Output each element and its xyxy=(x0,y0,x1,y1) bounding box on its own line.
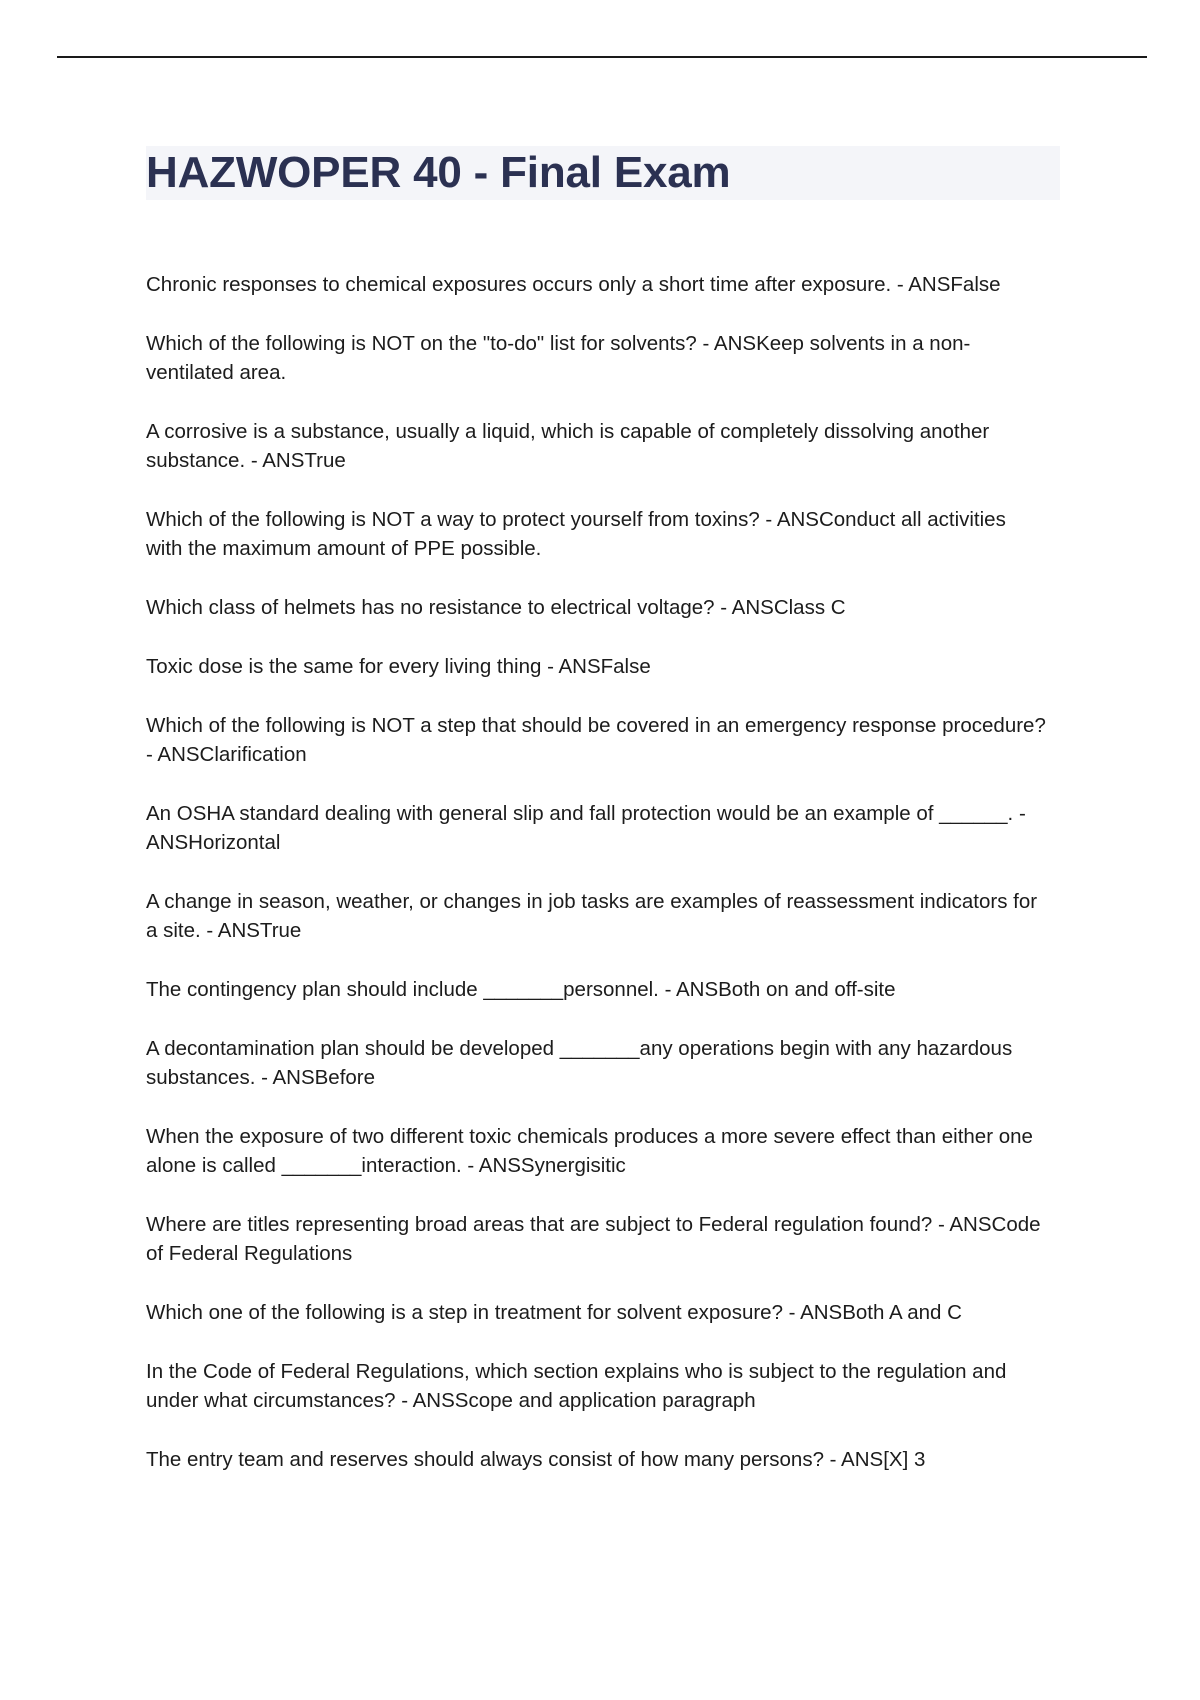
document-title: HAZWOPER 40 - Final Exam xyxy=(146,148,731,197)
question-item-13: Where are titles representing broad areas that are subject to Federal regulation found? - ANSCode of Federal Regulations xyxy=(146,1213,1041,1265)
question-item-9: A change in season, weather, or changes in job tasks are examples of reassessment indicators for a site. - ANSTrue xyxy=(146,890,1038,942)
question-item-15: In the Code of Federal Regulations, which section explains who is subject to the regulation and under what circumstances? - ANSScope and application paragraph xyxy=(146,1360,1007,1412)
question-item-6: Toxic dose is the same for every living thing - ANSFalse xyxy=(146,655,651,678)
question-item-4: Which of the following is NOT a way to protect yourself from toxins? - ANSConduct all activities with the maximum amount of PPE possible. xyxy=(146,508,1006,560)
question-item-7: Which of the following is NOT a step that should be covered in an emergency response procedure? - ANSClarification xyxy=(146,714,1046,766)
question-item-11: A decontamination plan should be developed _______any operations begin with any hazardous substances. - ANSBefore xyxy=(146,1037,1013,1089)
question-item-1: Chronic responses to chemical exposures occurs only a short time after exposure. - ANSFalse xyxy=(146,273,1001,296)
question-list xyxy=(146,270,1046,1504)
question-item-8: An OSHA standard dealing with general slip and fall protection would be an example of ______. - ANSHorizontal xyxy=(146,802,1026,854)
question-item-16: The entry team and reserves should always consist of how many persons? - ANS[X] 3 xyxy=(146,1448,926,1471)
question-item-3: A corrosive is a substance, usually a liquid, which is capable of completely dissolving another substance. - ANSTrue xyxy=(146,420,990,472)
question-item-10: The contingency plan should include _______personnel. - ANSBoth on and off-site xyxy=(146,978,896,1001)
question-item-14: Which one of the following is a step in treatment for solvent exposure? - ANSBoth A and C xyxy=(146,1301,962,1324)
question-item-2: Which of the following is NOT on the "to-do" list for solvents? - ANSKeep solvents in a non-ventilated area. xyxy=(146,332,971,384)
question-item-12: When the exposure of two different toxic chemicals produces a more severe effect than either one alone is called _______interaction. - ANSSynergisitic xyxy=(146,1125,1033,1177)
header-rule xyxy=(57,56,1147,58)
question-item-5: Which class of helmets has no resistance to electrical voltage? - ANSClass C xyxy=(146,596,846,619)
